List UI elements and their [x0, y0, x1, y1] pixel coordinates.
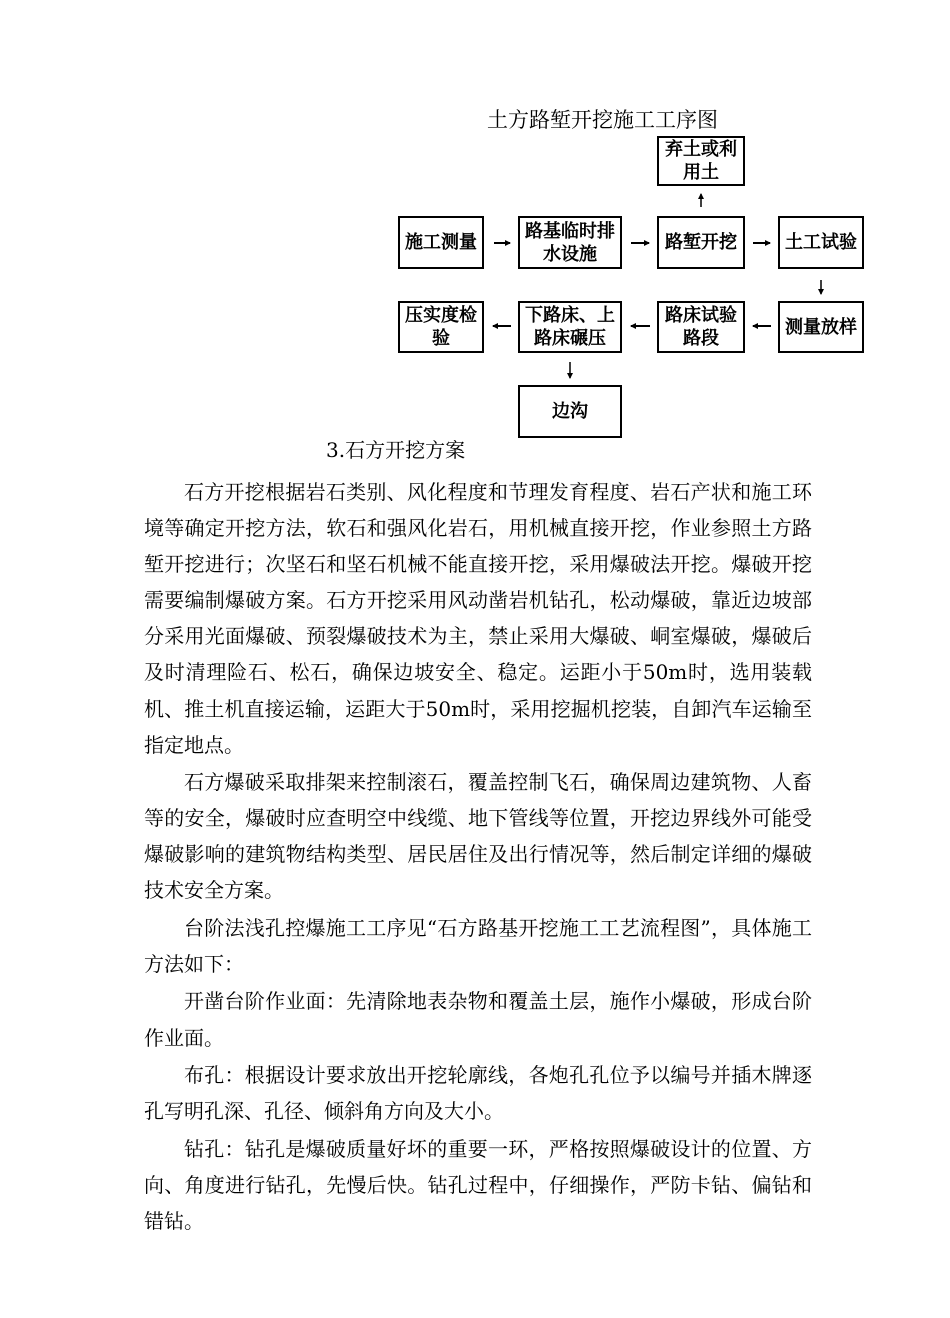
paragraph: 石方开挖根据岩石类别、风化程度和节理发育程度、岩石产状和施工环境等确定开挖方法，软石和强风化岩石，用机械直接开挖，作业参照土方路堑开挖进行；次坚石和坚石机械不能直接开挖，采用爆破法开挖。爆破开挖需要编制爆破方案。石方开挖采用风动凿岩机钻孔，松动爆破，靠近边坡部分采用光面爆破、预裂爆破技术为主，禁止采用大爆破、峒室爆破，爆破后及时清理险石、松石，确保边坡安全、稳定。运距小于50m时，选用装载机、推土机直接运输，运距大于50m时，采用挖掘机挖装，自卸汽车运输至指定地点。	[144, 480, 812, 757]
flowchart-arrows	[0, 0, 950, 450]
paragraph: 钻孔：钻孔是爆破质量好坏的重要一环，严格按照爆破设计的位置、方向、角度进行钻孔，先慢后快。钻孔过程中，仔细操作，严防卡钻、偏钻和错钻。	[144, 1136, 812, 1233]
flow-box-subgrade-trial: 路床试验路段	[657, 301, 745, 353]
section-heading: 3.石方开挖方案	[326, 438, 466, 462]
paragraph: 台阶法浅孔控爆施工工序见“石方路基开挖施工工艺流程图”，具体施工方法如下：	[144, 915, 812, 976]
flowchart-title: 土方路堑开挖施工工序图	[487, 108, 718, 132]
body-text	[144, 474, 812, 1240]
flow-box-staking: 测量放样	[778, 301, 864, 353]
flow-box-excavation: 路堑开挖	[657, 216, 745, 269]
paragraph: 开凿台阶作业面：先清除地表杂物和覆盖土层，施作小爆破，形成台阶作业面。	[144, 989, 812, 1050]
flow-box-compaction-test: 压实度检验	[398, 301, 484, 353]
flow-box-survey: 施工测量	[398, 216, 484, 269]
paragraph: 石方爆破采取排架来控制滚石，覆盖控制飞石，确保周边建筑物、人畜等的安全，爆破时应查明空中线缆、地下管线等位置，开挖边界线外可能受爆破影响的建筑物结构类型、居民居住及出行情况等，然后制定详细的爆破技术安全方案。	[144, 770, 812, 903]
flow-box-compaction: 下路床、上路床碾压	[518, 301, 622, 353]
flow-box-waste-soil: 弃土或利用土	[657, 136, 745, 186]
paragraph: 布孔：根据设计要求放出开挖轮廓线，各炮孔孔位予以编号并插木牌逐孔写明孔深、孔径、倾斜角方向及大小。	[144, 1063, 812, 1124]
flow-box-drainage: 路基临时排水设施	[518, 216, 622, 269]
flow-box-side-ditch: 边沟	[518, 385, 622, 438]
flow-box-soil-test: 土工试验	[778, 216, 864, 269]
